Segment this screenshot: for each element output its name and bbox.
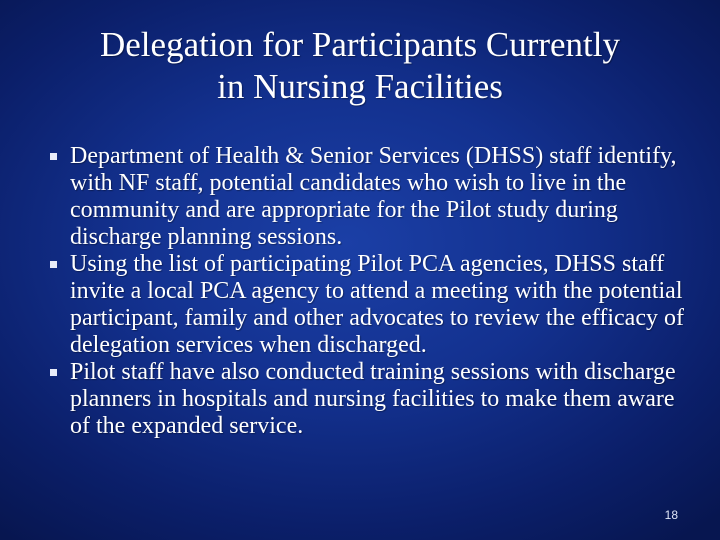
square-bullet-icon (50, 153, 57, 160)
slide-title-line-2: in Nursing Facilities (217, 67, 503, 106)
square-bullet-icon (50, 261, 57, 268)
slide-title-line-1: Delegation for Participants Currently (100, 25, 620, 64)
bullet-item (52, 143, 692, 251)
bullet-item (52, 359, 692, 440)
bullet-text: Department of Health & Senior Services (DHSS) staff identify, with NF staff, potential candidates who wish to live in the community and are appropriate for the Pilot study during discharge planning sessions. (70, 143, 677, 250)
bullet-list (52, 143, 692, 440)
square-bullet-icon (50, 369, 57, 376)
bullet-item (52, 251, 692, 359)
page-number: 18 (664, 508, 678, 522)
bullet-text: Using the list of participating Pilot PCA agencies, DHSS staff invite a local PCA agency to attend a meeting with the potential participant, family and other advocates to review the efficacy of delegation services when discharged. (70, 251, 684, 358)
slide-title (40, 24, 680, 108)
bullet-text: Pilot staff have also conducted training sessions with discharge planners in hospitals and nursing facilities to make them aware of the expanded service. (70, 359, 676, 439)
